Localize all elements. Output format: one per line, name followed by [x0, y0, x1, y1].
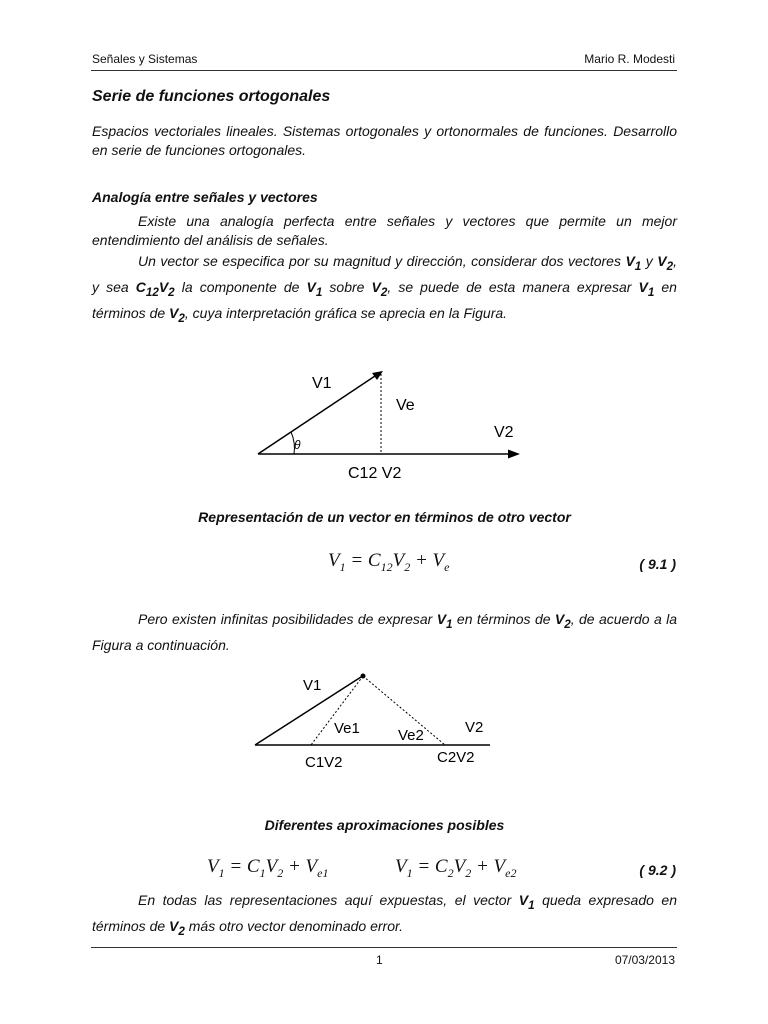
paragraph-2: Un vector se especifica por su magnitud y dirección, considerar dos vectores $V_1$ y $V_2$, y sea $C_{12}V_2$ la componente de $V_1$ sobre $V_2$, se puede de esta manera expresar $V_1$ en términos de $V_2$, cuya interpretación gráfica se aprecia en la Figura. [92, 253, 678, 325]
equation-9-1: $V_1 = C_{12}V_2 + V_e$ [328, 550, 450, 574]
label-v1: V1 [303, 677, 322, 694]
label-ve: Ve [396, 397, 415, 414]
paragraph-3: Pero existen infinitas posibilidades de expresar $V_1$ en términos de $V_2$, de acuerdo a la Figura a continuación. [92, 611, 678, 653]
figure-2-caption: Diferentes aproximaciones posibles [264, 817, 505, 833]
section-heading: Analogía entre señales y vectores [92, 189, 318, 205]
label-ve2: Ve2 [398, 727, 424, 744]
footer-rule [91, 947, 677, 948]
footer-date: 07/03/2013 [614, 953, 675, 967]
figure-1-diagram [240, 360, 540, 485]
header-left: Señales y Sistemas [92, 52, 198, 66]
paragraph-1: Existe una analogía perfecta entre señales y vectores que permite un mejor entendimiento del análisis de señales. [92, 213, 677, 248]
equation-9-2-number: ( 9.2 ) [639, 862, 676, 878]
label-c1v2: C1V2 [305, 754, 343, 771]
label-theta: θ [294, 438, 301, 452]
paragraph-4: En todas las representaciones aquí expuestas, el vector $V_1$ queda expresado en términos de $V_2$ más otro vector denominado error. [92, 892, 677, 938]
intro-paragraph: Espacios vectoriales lineales. Sistemas ortogonales y ortonormales de funciones. Desarrollo en serie de funciones ortogonales. [92, 123, 677, 158]
label-v2: V2 [494, 424, 514, 441]
header-rule [91, 70, 677, 71]
header-right: Mario R. Modesti [584, 52, 675, 66]
figure-2-diagram [245, 668, 505, 773]
page-number: 1 [376, 953, 383, 967]
page-title: Serie de funciones ortogonales [92, 88, 331, 105]
v2-arrowhead [508, 450, 520, 459]
label-c12v2: C12 V2 [348, 465, 402, 482]
equation-9-1-number: ( 9.1 ) [639, 556, 676, 572]
equation-9-2b: $V_1 = C_2V_2 + V_{e2}$ [395, 856, 517, 880]
equation-9-2a: $V_1 = C_1V_2 + V_{e1}$ [207, 856, 329, 880]
figure-1-caption: Representación de un vector en términos de otro vector [198, 509, 571, 525]
label-v2: V2 [465, 719, 484, 736]
label-v1: V1 [312, 375, 332, 392]
label-ve1: Ve1 [334, 720, 360, 737]
label-c2v2: C2V2 [437, 749, 475, 766]
